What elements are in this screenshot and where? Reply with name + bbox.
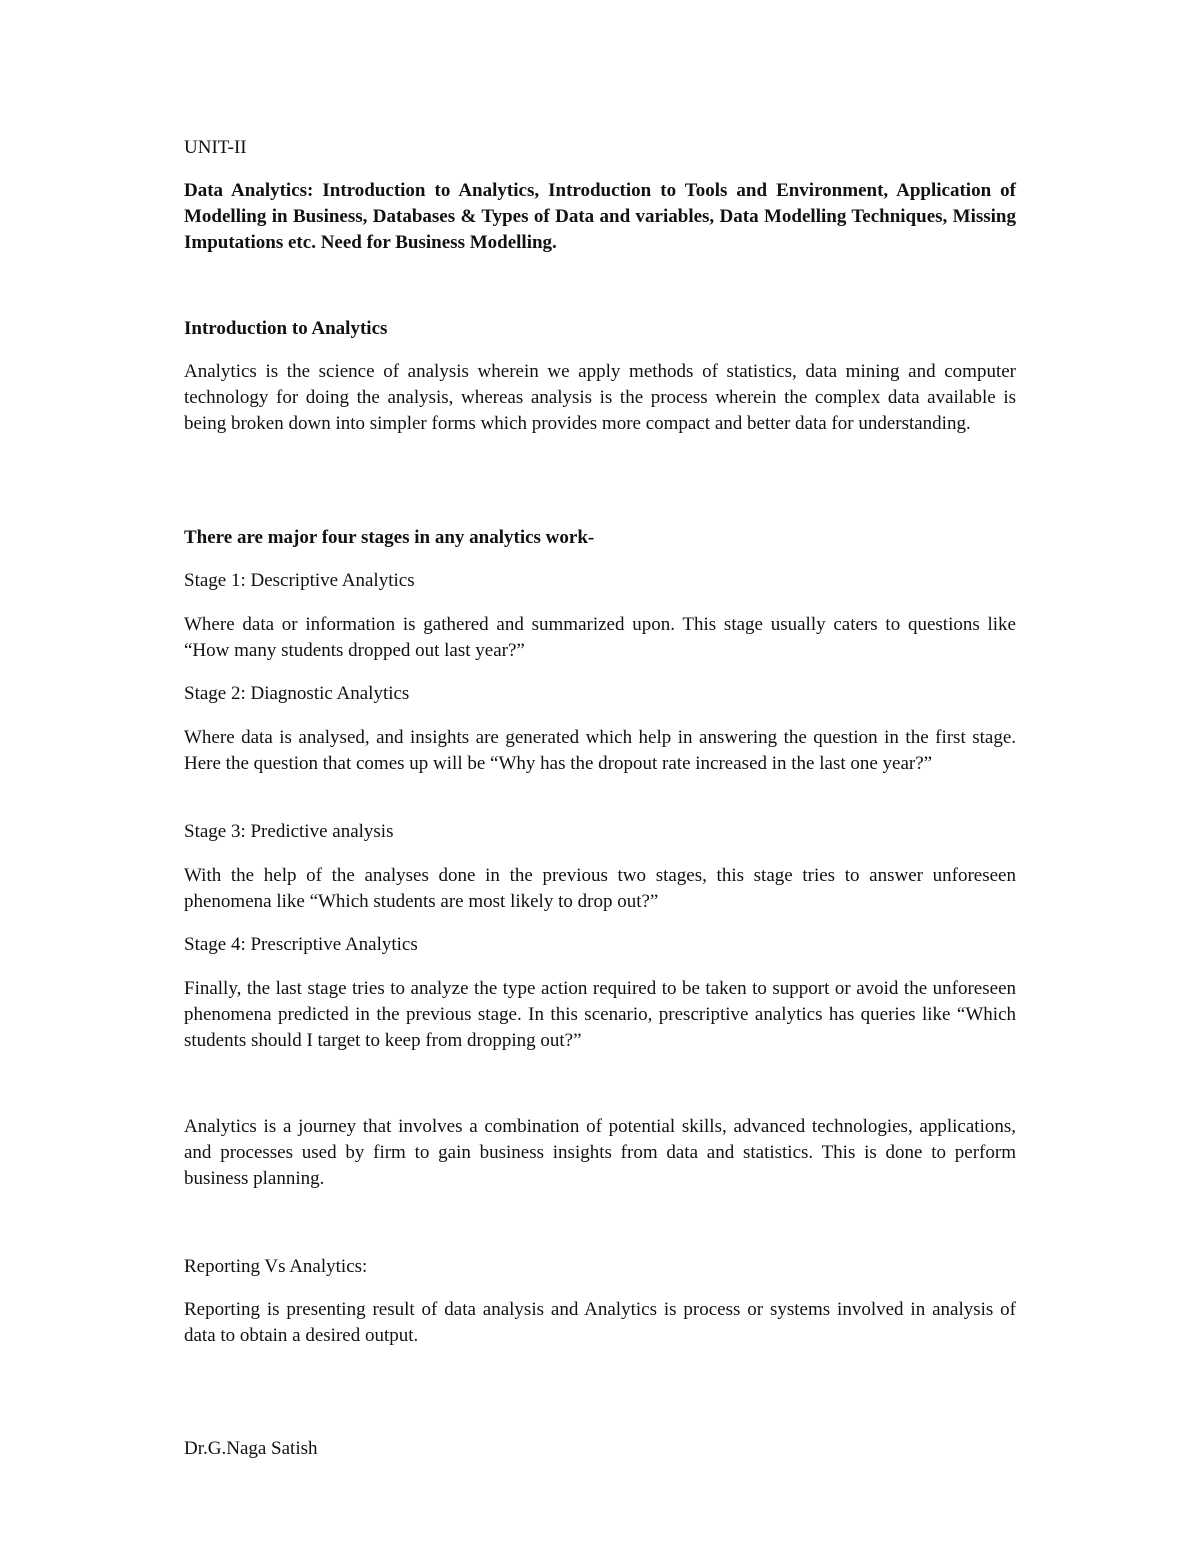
stage-1-title: Stage 1: Descriptive Analytics — [184, 570, 415, 591]
author-signature: Dr.G.Naga Satish — [184, 1438, 318, 1459]
journey-paragraph: Analytics is a journey that involves a combination of potential skills, advanced technologies, applications, and processes used by firm to gain business insights from data and statistics. This is done to perform business planning. — [184, 1116, 1016, 1189]
stage-1-description: Where data or information is gathered and summarized upon. This stage usually caters to questions like “How many students dropped out last year?” — [184, 614, 1016, 661]
stage-4-description: Finally, the last stage tries to analyze the type action required to be taken to support or avoid the unforeseen phenomena predicted in the previous stage. In this scenario, prescriptive analytics has queries like “Which students should I target to keep from dropping out?” — [184, 978, 1016, 1051]
unit-label: UNIT-II — [184, 137, 247, 158]
stage-4-title: Stage 4: Prescriptive Analytics — [184, 934, 418, 955]
reporting-paragraph: Reporting is presenting result of data analysis and Analytics is process or systems involved in analysis of data to obtain a desired output. — [184, 1299, 1016, 1346]
stage-2-title: Stage 2: Diagnostic Analytics — [184, 683, 410, 704]
intro-paragraph: Analytics is the science of analysis wherein we apply methods of statistics, data mining and computer technology for doing the analysis, whereas analysis is the process wherein the complex data available is being broken down into simpler forms which provides more compact and better data for understanding. — [184, 361, 1016, 434]
syllabus-topics: Data Analytics: Introduction to Analytics, Introduction to Tools and Environment, Application of Modelling in Business, Databases & Types of Data and variables, Data Modelling Techniques, Missing Imputations etc. Need for Business Modelling. — [184, 180, 1016, 253]
stages-heading: There are major four stages in any analytics work- — [184, 527, 595, 548]
intro-heading: Introduction to Analytics — [184, 318, 388, 339]
stage-3-title: Stage 3: Predictive analysis — [184, 821, 394, 842]
stage-2-description: Where data is analysed, and insights are generated which help in answering the question in the first stage. Here the question that comes up will be “Why has the dropout rate increased in the last one year?” — [184, 727, 1016, 774]
stage-3-description: With the help of the analyses done in the previous two stages, this stage tries to answer unforeseen phenomena like “Which students are most likely to drop out?” — [184, 865, 1016, 912]
reporting-heading: Reporting Vs Analytics: — [184, 1256, 368, 1277]
